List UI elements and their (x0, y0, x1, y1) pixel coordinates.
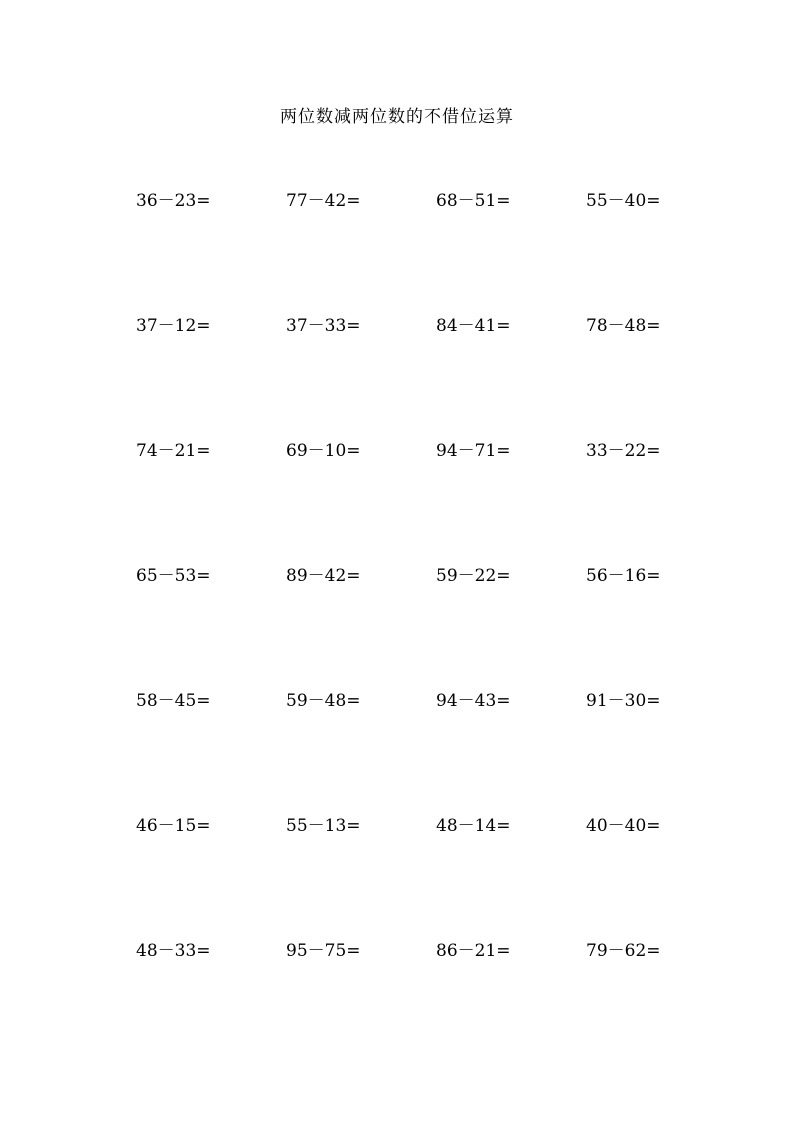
problem-item: 84－41= (436, 316, 511, 336)
problem-item: 37－33= (286, 316, 361, 336)
problem-row (136, 313, 736, 438)
problem-item: 86－21= (436, 941, 511, 961)
problem-item: 77－42= (286, 191, 361, 211)
problem-row (136, 188, 736, 313)
problem-item: 55－13= (286, 816, 361, 836)
problem-item: 74－21= (136, 441, 211, 461)
problem-item: 94－43= (436, 691, 511, 711)
problem-item: 91－30= (586, 691, 661, 711)
problem-row (136, 438, 736, 563)
problem-item: 48－14= (436, 816, 511, 836)
problem-grid (136, 188, 736, 1063)
problem-item: 48－33= (136, 941, 211, 961)
problem-item: 40－40= (586, 816, 661, 836)
problem-item: 68－51= (436, 191, 511, 211)
problem-item: 46－15= (136, 816, 211, 836)
problem-item: 56－16= (586, 566, 661, 586)
problem-item: 55－40= (586, 191, 661, 211)
problem-item: 59－48= (286, 691, 361, 711)
problem-item: 59－22= (436, 566, 511, 586)
problem-item: 94－71= (436, 441, 511, 461)
problem-row (136, 688, 736, 813)
problem-item: 79－62= (586, 941, 661, 961)
problem-row (136, 938, 736, 1063)
problem-row (136, 563, 736, 688)
problem-item: 89－42= (286, 566, 361, 586)
problem-row (136, 813, 736, 938)
problem-item: 37－12= (136, 316, 211, 336)
problem-item: 36－23= (136, 191, 211, 211)
problem-item: 69－10= (286, 441, 361, 461)
problem-item: 65－53= (136, 566, 211, 586)
problem-item: 58－45= (136, 691, 211, 711)
problem-item: 78－48= (586, 316, 661, 336)
problem-item: 95－75= (286, 941, 361, 961)
problem-item: 33－22= (586, 441, 661, 461)
page-title: 两位数减两位数的不借位运算 (280, 107, 514, 127)
